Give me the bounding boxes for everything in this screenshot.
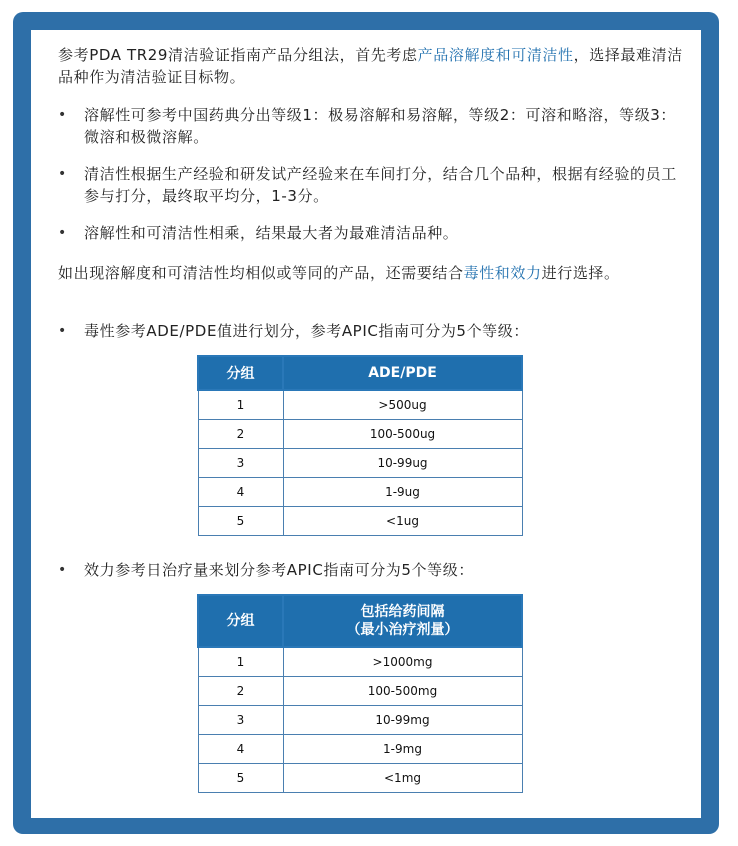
group-cell: 4 xyxy=(198,735,283,764)
header-dose-line1: 包括给药间隔 xyxy=(360,604,445,620)
intro-highlight: 产品溶解度和可清洁性 xyxy=(417,46,574,64)
table-row xyxy=(198,478,522,507)
bullet-marker: • xyxy=(58,225,67,241)
bullet-marker: • xyxy=(58,166,67,182)
bullet-marker: • xyxy=(58,562,67,578)
table-row xyxy=(198,647,522,677)
potency-table xyxy=(197,594,523,793)
para2-text: 如出现溶解度和可清洁性均相似或等同的产品，还需要结合 xyxy=(58,264,464,282)
table-row xyxy=(198,735,522,764)
value-cell: 100-500ug xyxy=(283,420,522,449)
group-cell: 2 xyxy=(198,677,283,706)
table-row xyxy=(198,764,522,793)
group-cell: 3 xyxy=(198,449,283,478)
bullet-marker: • xyxy=(58,107,67,123)
header-ade-pde: ADE/PDE xyxy=(283,356,522,390)
group-cell: 3 xyxy=(198,706,283,735)
header-group: 分组 xyxy=(198,356,283,390)
bullet-marker: • xyxy=(58,323,67,339)
value-cell: >500ug xyxy=(283,390,522,420)
group-cell: 5 xyxy=(198,764,283,793)
group-cell: 5 xyxy=(198,507,283,536)
toxicity-table xyxy=(197,355,523,536)
bullet-solubility: 溶解性可参考中国药典分出等级1：极易溶解和易溶解，等级2：可溶和略溶，等级3：微溶和极微溶解。 xyxy=(84,106,677,146)
value-cell: 100-500mg xyxy=(283,677,522,706)
group-cell: 2 xyxy=(198,420,283,449)
table-row xyxy=(198,507,522,536)
para2-text-end: 进行选择。 xyxy=(541,264,620,282)
bullet-toxicity: 毒性参考ADE/PDE值进行划分，参考APIC指南可分为5个等级： xyxy=(84,322,529,340)
table-row xyxy=(198,677,522,706)
bullet-potency: 效力参考日治疗量来划分参考APIC指南可分为5个等级： xyxy=(84,561,474,579)
group-cell: 4 xyxy=(198,478,283,507)
para2-highlight: 毒性和效力 xyxy=(463,264,542,282)
value-cell: <1mg xyxy=(283,764,522,793)
header-dose xyxy=(283,595,522,647)
intro-text-end: ，选择最难清洁品种作为清洁验证目标物。 xyxy=(58,46,683,86)
toxicity-potency-paragraph xyxy=(58,262,686,284)
intro-text: 参考PDA TR29清洁验证指南产品分组法，首先考虑 xyxy=(58,46,418,64)
table-row xyxy=(198,390,522,420)
table-row xyxy=(198,420,522,449)
table-header-row xyxy=(198,356,522,390)
value-cell: >1000mg xyxy=(283,647,522,677)
value-cell: 1-9mg xyxy=(283,735,522,764)
bullet-product: 溶解性和可清洁性相乘，结果最大者为最难清洁品种。 xyxy=(84,224,459,242)
group-cell: 1 xyxy=(198,390,283,420)
value-cell: 10-99mg xyxy=(283,706,522,735)
table-row xyxy=(198,449,522,478)
table-header-row xyxy=(198,595,522,647)
intro-paragraph xyxy=(58,44,686,88)
header-dose-line2: （最小治疗剂量） xyxy=(346,622,459,638)
value-cell: <1ug xyxy=(283,507,522,536)
value-cell: 10-99ug xyxy=(283,449,522,478)
table-row xyxy=(198,706,522,735)
bullet-cleanability: 清洁性根据生产经验和研发试产经验来在车间打分，结合几个品种，根据有经验的员工参与打分，最终取平均分，1-3分。 xyxy=(84,165,677,205)
group-cell: 1 xyxy=(198,647,283,677)
value-cell: 1-9ug xyxy=(283,478,522,507)
header-group: 分组 xyxy=(198,595,283,647)
